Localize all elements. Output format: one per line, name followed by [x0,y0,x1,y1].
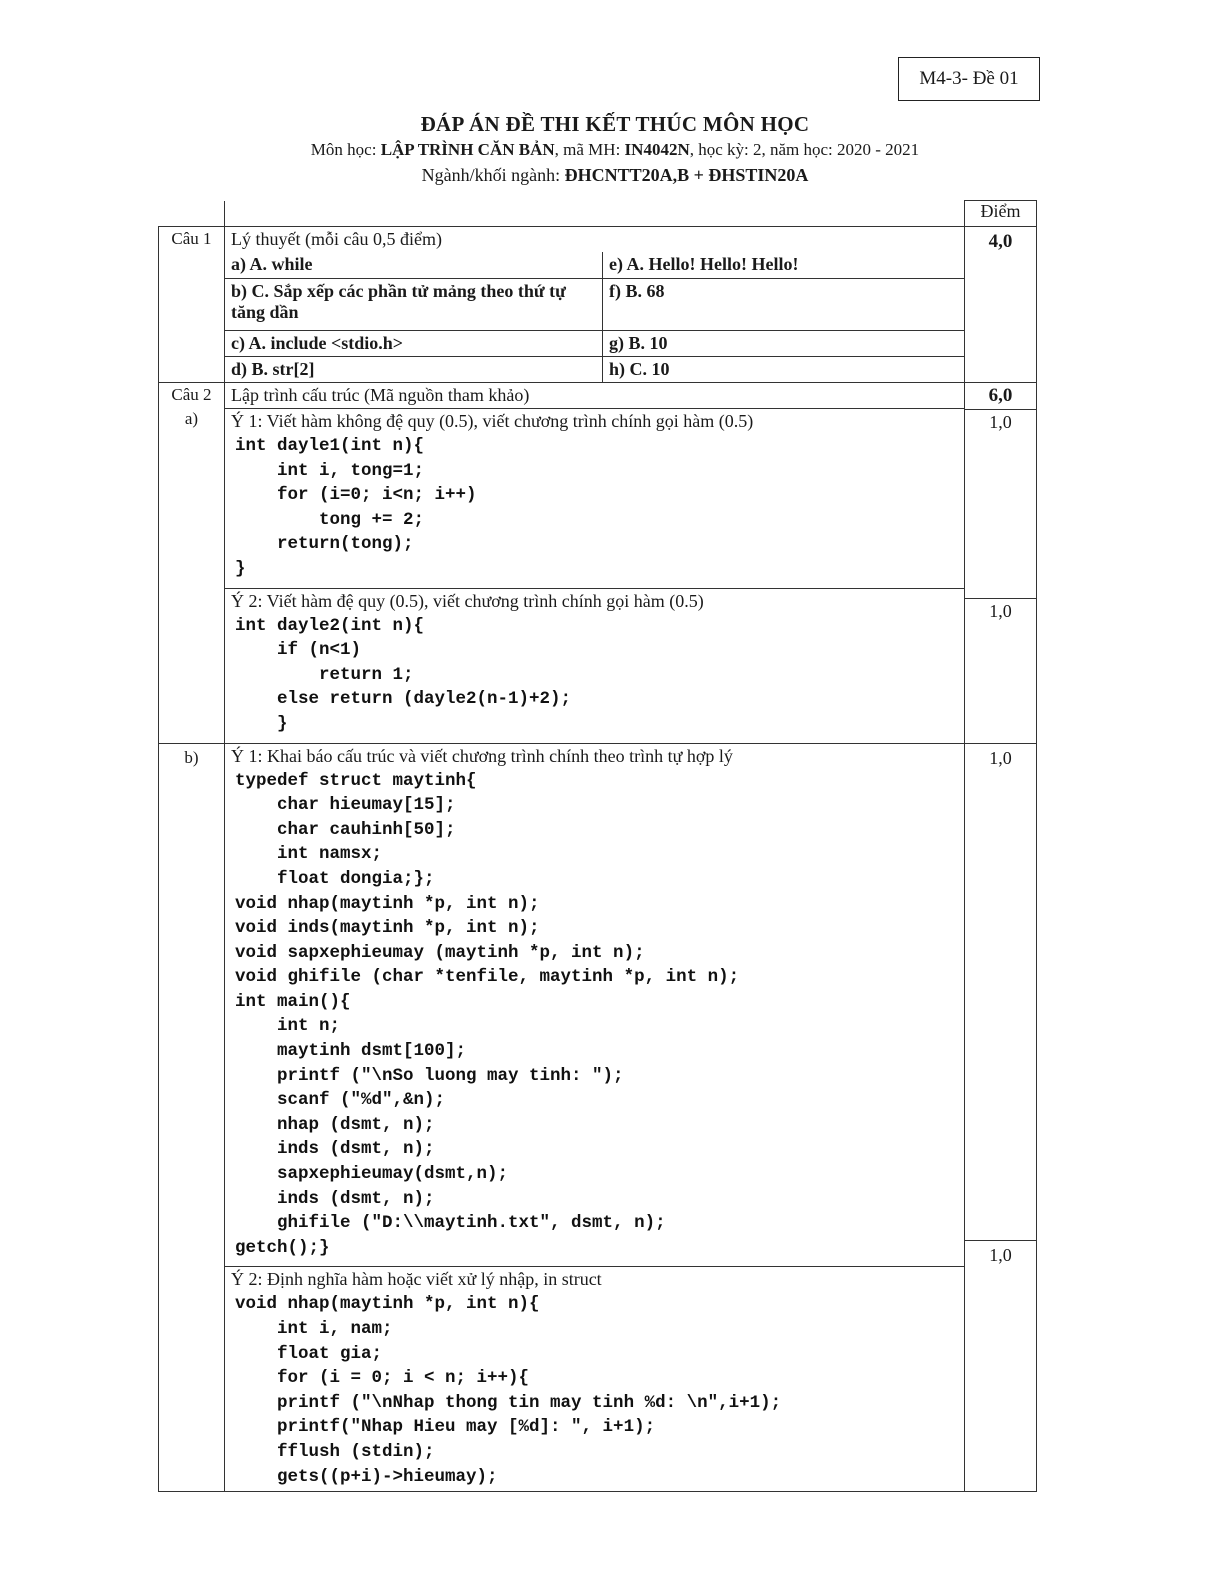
answer-g: g) B. 10 [603,330,965,356]
answer-f: f) B. 68 [603,278,965,330]
part-a-y2-heading: Ý 2: Viết hàm đệ quy (0.5), viết chương trình chính gọi hàm (0.5) [231,590,704,611]
page-title: ĐÁP ÁN ĐỀ THI KẾT THÚC MÔN HỌC [420,112,810,136]
subject-code-prefix: , mã MH: [554,140,625,159]
subject-name: LẬP TRÌNH CĂN BẢN [380,140,555,159]
part-a-y1-score: 1,0 [965,409,1036,598]
major-name: ĐHCNTT20A,B + ĐHSTIN20A [564,165,809,185]
subject-code: IN4042N [624,140,690,159]
part-a-y2-code: int dayle2(int n){ if (n<1) return 1; else return (dayle2(n-1)+2); } [235,615,572,734]
answer-a: a) A. while [225,252,603,278]
cau2-score: 6,0 [988,385,1013,406]
cau1-label: Câu 1 [159,227,225,383]
part-a-label: a) [184,409,199,428]
exam-code-box: M4-3- Đề 01 [898,57,1040,101]
part-b-y1-heading: Ý 1: Khai báo cấu trúc và viết chương trình chính theo trình tự hợp lý [231,745,733,766]
part-b-y1-code: typedef struct maytinh{ char hieumay[15]; char cauhinh[50]; int namsx; float dongia;}; void nhap(maytinh *p, int n); void inds(maytinh *p, int n); void sapxephieumay (maytinh *p, int n); void ghifile (char *tenfile, maytinh *p, int n); int main(){ int n; maytinh dsmt[100]; printf ("\nSo luong may tinh: "); scanf ("%d",&n); nhap (dsmt, n); inds (dsmt, n); sapxephieumay(dsmt,n); inds (dsmt, n); ghifile ("D:\\maytinh.txt", dsmt, n); getch();} [235,770,740,1258]
subject-line [150,140,1080,160]
answer-table [158,200,1037,1492]
part-a-y1-heading: Ý 1: Viết hàm không đệ quy (0.5), viết chương trình chính gọi hàm (0.5) [231,411,754,431]
part-b-label: b) [159,743,225,1492]
score-header: Điểm [965,201,1037,227]
subject-prefix: Môn học: [310,140,381,159]
part-b-y1-score: 1,0 [989,747,1012,768]
answer-d: d) B. str[2] [225,356,603,382]
part-b-y2-code: void nhap(maytinh *p, int n){ int i, nam; float gia; for (i = 0; i < n; i++){ printf ("\nNhap thong tin may tinh %d: \n",i+1); printf("Nhap Hieu may [%d]: ", i+1); fflush (stdin); gets((p+i)->hieumay); [235,1294,782,1487]
major-prefix: Ngành/khối ngành: [421,165,565,185]
cau2-label: Câu 2 [171,385,212,404]
cau1-score: 4,0 [965,227,1037,383]
answer-e: e) A. Hello! Hello! Hello! [603,252,965,278]
answer-h: h) C. 10 [603,356,965,382]
answer-b: b) C. Sắp xếp các phần tử mảng theo thứ tự tăng dần [225,278,603,330]
part-b-y2-heading: Ý 2: Định nghĩa hàm hoặc viết xử lý nhập, in struct [231,1269,602,1290]
cau2-cell [159,383,225,744]
part-a-y1-code: int dayle1(int n){ int i, tong=1; for (i=0; i<n; i++) tong += 2; return(tong); } [235,436,477,579]
answer-c: c) A. include <stdio.h> [225,330,603,356]
cau2-title: Lập trình cấu trúc (Mã nguồn tham khảo) [231,385,530,405]
part-a-y2-score: 1,0 [965,598,1036,622]
semester-info: , học kỳ: 2, năm học: 2020 - 2021 [689,140,920,159]
part-b-y2-score: 1,0 [965,1240,1036,1266]
cau1-answer-grid [225,252,964,382]
major-line [150,165,1080,186]
cau1-title: Lý thuyết (mỗi câu 0,5 điểm) [231,229,442,249]
